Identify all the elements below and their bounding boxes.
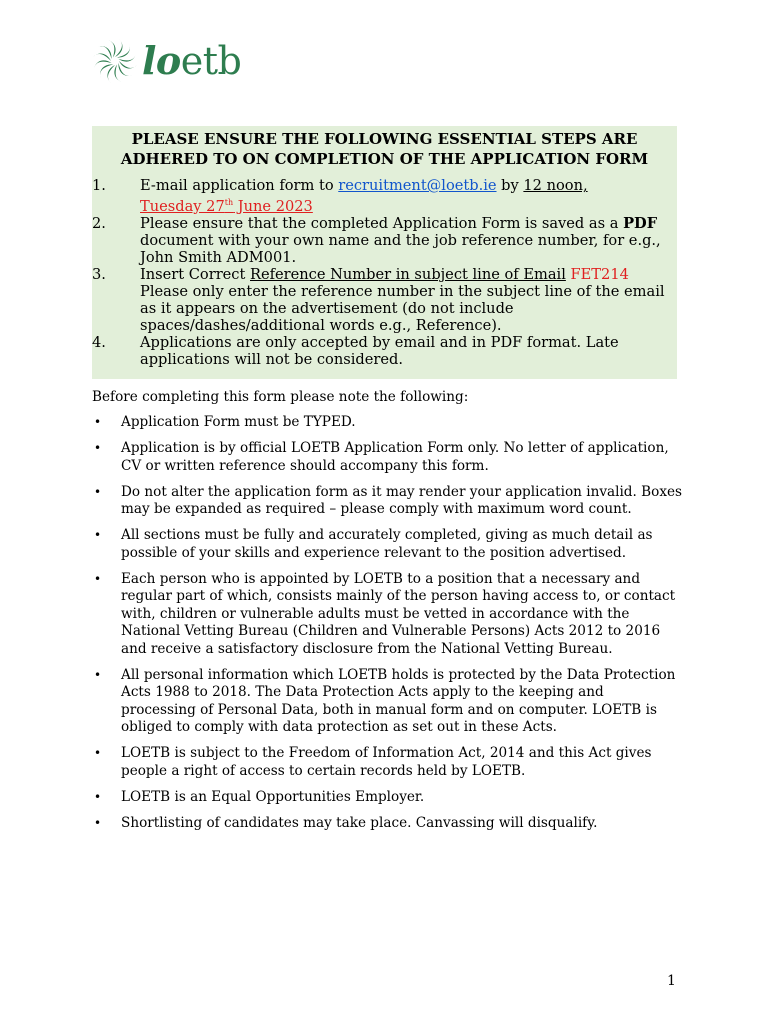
step-text: document with your own name and the job reference number, for e.g., John Smith ADM001. <box>140 231 661 266</box>
list-item-text: All sections must be fully and accurately completed, giving as much detail as possible of your skills and experience relevant to the position advertised. <box>121 527 653 561</box>
list-item-text: Application is by official LOETB Application Form only. No letter of application, CV or written reference should accompany this form. <box>121 440 669 474</box>
list-item-text: Application Form must be TYPED. <box>121 414 356 430</box>
bullet-icon: • <box>94 815 102 830</box>
logo-lo: lo <box>142 38 181 83</box>
essential-steps-heading <box>92 126 677 169</box>
bullet-icon: • <box>94 528 102 542</box>
step-number: 4. <box>92 333 106 351</box>
essential-steps-list <box>92 177 677 368</box>
email-link[interactable]: recruitment@loetb.ie <box>338 177 497 194</box>
step-number: 3. <box>92 265 106 283</box>
pdf-emphasis: PDF <box>623 214 658 232</box>
list-item-text: Shortlisting of candidates may take place. Canvassing will disqualify. <box>121 814 598 831</box>
bullet-icon: • <box>94 571 102 586</box>
list-item-text: All personal information which LOETB holds is protected by the Data Protection Acts 1988 to 2018. The Data Protection Acts apply to the keeping and processing of Personal Data, both in manual form and on computer. LOETB is obliged to comply with data protection as set out in these Acts. <box>121 666 676 735</box>
notes-list <box>92 414 682 841</box>
bullet-icon: • <box>94 441 102 455</box>
list-item <box>92 527 682 562</box>
step-text: by <box>496 177 524 194</box>
deadline-day: Tuesday 27 <box>140 197 225 215</box>
list-item <box>92 484 682 519</box>
deadline-ordinal: th <box>224 198 234 207</box>
deadline-time: 12 noon, <box>523 177 588 194</box>
step-text: Please only enter the reference number in the subject line of the email as it appears on the advertisement (do not include spaces/dashes/additional words e.g., Reference). <box>140 282 665 334</box>
bullet-icon: • <box>94 789 102 804</box>
deadline-month-year: June 2023 <box>233 197 313 215</box>
step-text: Insert Correct <box>140 265 250 283</box>
reference-instruction: Reference Number in subject line of Email <box>250 265 566 283</box>
list-item <box>92 789 682 807</box>
logo-wordmark <box>142 38 242 83</box>
essential-steps-box <box>92 126 677 379</box>
list-item <box>92 571 682 659</box>
loetb-logo <box>92 36 241 86</box>
step-number: 1. <box>92 177 106 194</box>
list-item <box>92 440 682 475</box>
step-text: Applications are only accepted by email and in PDF format. Late applications will not be considered. <box>140 333 619 368</box>
page-number: 1 <box>667 973 676 989</box>
bullet-icon: • <box>94 415 102 429</box>
bullet-icon: • <box>94 746 102 760</box>
loetb-swirl-icon <box>92 38 138 84</box>
logo-etb: etb <box>180 39 242 83</box>
step-item <box>92 177 677 215</box>
step-text: Please ensure that the completed Application Form is saved as a <box>140 214 624 232</box>
heading-line-2: ADHERED TO ON COMPLETION OF THE APPLICATION FORM <box>120 150 649 168</box>
list-item <box>92 667 682 737</box>
step-item <box>92 334 677 368</box>
list-item-text: Do not alter the application form as it may render your application invalid. Boxes may be expanded as required – please comply with maximum word count. <box>121 483 683 517</box>
bullet-icon: • <box>94 667 102 682</box>
deadline-date <box>140 198 313 215</box>
step-number: 2. <box>92 214 106 232</box>
heading-line-1: PLEASE ENSURE THE FOLLOWING ESSENTIAL STEPS ARE <box>131 130 638 148</box>
list-item <box>92 745 682 780</box>
list-item-text: LOETB is an Equal Opportunities Employer. <box>121 788 425 805</box>
bullet-icon: • <box>94 484 102 499</box>
list-item <box>92 414 682 432</box>
step-text: E-mail application form to <box>140 177 339 194</box>
step-item <box>92 266 677 334</box>
list-item <box>92 815 682 833</box>
step-item <box>92 215 677 266</box>
list-item-text: LOETB is subject to the Freedom of Information Act, 2014 and this Act gives people a right of access to certain records held by LOETB. <box>121 745 652 779</box>
intro-text: Before completing this form please note the following: <box>92 389 469 405</box>
list-item-text: Each person who is appointed by LOETB to a position that a necessary and regular part of which, consists mainly of the person having access to, or contact with, children or vulnerable adults must be vetted in accordance with the National Vetting Bureau (Children and Vulnerable Persons) Acts 2012 to 2016 and receive a satisfactory disclosure from the National Vetting Bureau. <box>121 570 676 657</box>
reference-code: FET214 <box>570 265 629 283</box>
